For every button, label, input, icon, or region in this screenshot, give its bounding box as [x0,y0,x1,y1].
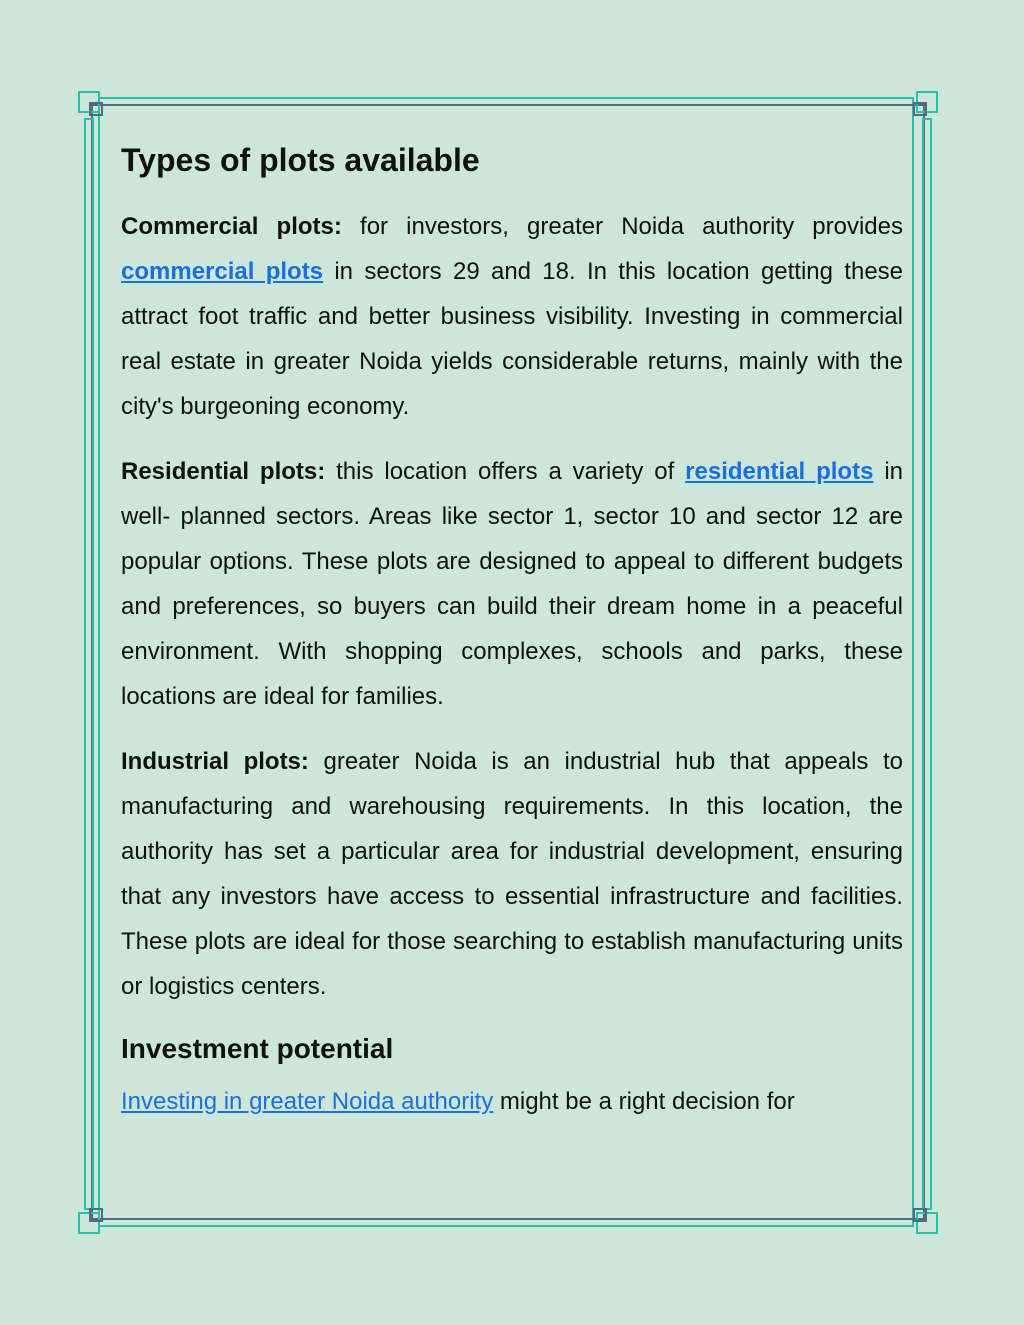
commercial-label: Commercial plots: [121,213,342,240]
paragraph-investment [121,1079,903,1124]
corner-inner-top-left [89,102,103,116]
industrial-label: Industrial plots: [121,748,309,775]
frame-left-rail [84,118,94,1210]
corner-inner-bottom-left [89,1208,103,1222]
residential-text-2: in well- planned sectors. Areas like sector 1, sector 10 and sector 12 are popular options. These plots are designed to appeal to different budgets and preferences, so buyers can build their dream home in a peaceful environment. With shopping complexes, schools and parks, these locations are ideal for families. [121,458,904,710]
industrial-text: greater Noida is an industrial hub that appeals to manufacturing and warehousing requirements. In this location, the authority has set a particular area for industrial development, ensuring that any investors have access to essential infrastructure and facilities. These plots are ideal for those searching to establish manufacturing units or logistics centers. [121,748,904,1000]
residential-plots-link[interactable]: residential plots [685,458,874,485]
residential-label: Residential plots: [121,458,326,485]
investment-text: might be a right decision for [493,1088,795,1115]
section-title-investment: Investment potential [121,1033,394,1064]
commercial-text-2: in sectors 29 and 18. In this location getting these attract foot traffic and better business visibility. Investing in commercial real estate in greater Noida yields considerable returns, mainly with the city's burgeoning economy. [121,258,904,420]
corner-inner-top-right [913,102,927,116]
frame-right-rail [922,118,932,1210]
commercial-text-1: for investors, greater Noida authority provides [341,213,904,240]
paragraph-commercial [121,204,903,429]
paragraph-industrial [121,739,903,1009]
investing-greater-noida-link[interactable]: Investing in greater Noida authority [121,1088,494,1115]
document-body [121,138,903,1144]
section-title-plot-types: Types of plots available [121,142,480,178]
paragraph-residential [121,449,903,719]
commercial-plots-link[interactable]: commercial plots [121,258,324,285]
corner-inner-bottom-right [913,1208,927,1222]
residential-text-1: this location offers a variety of [325,458,686,485]
